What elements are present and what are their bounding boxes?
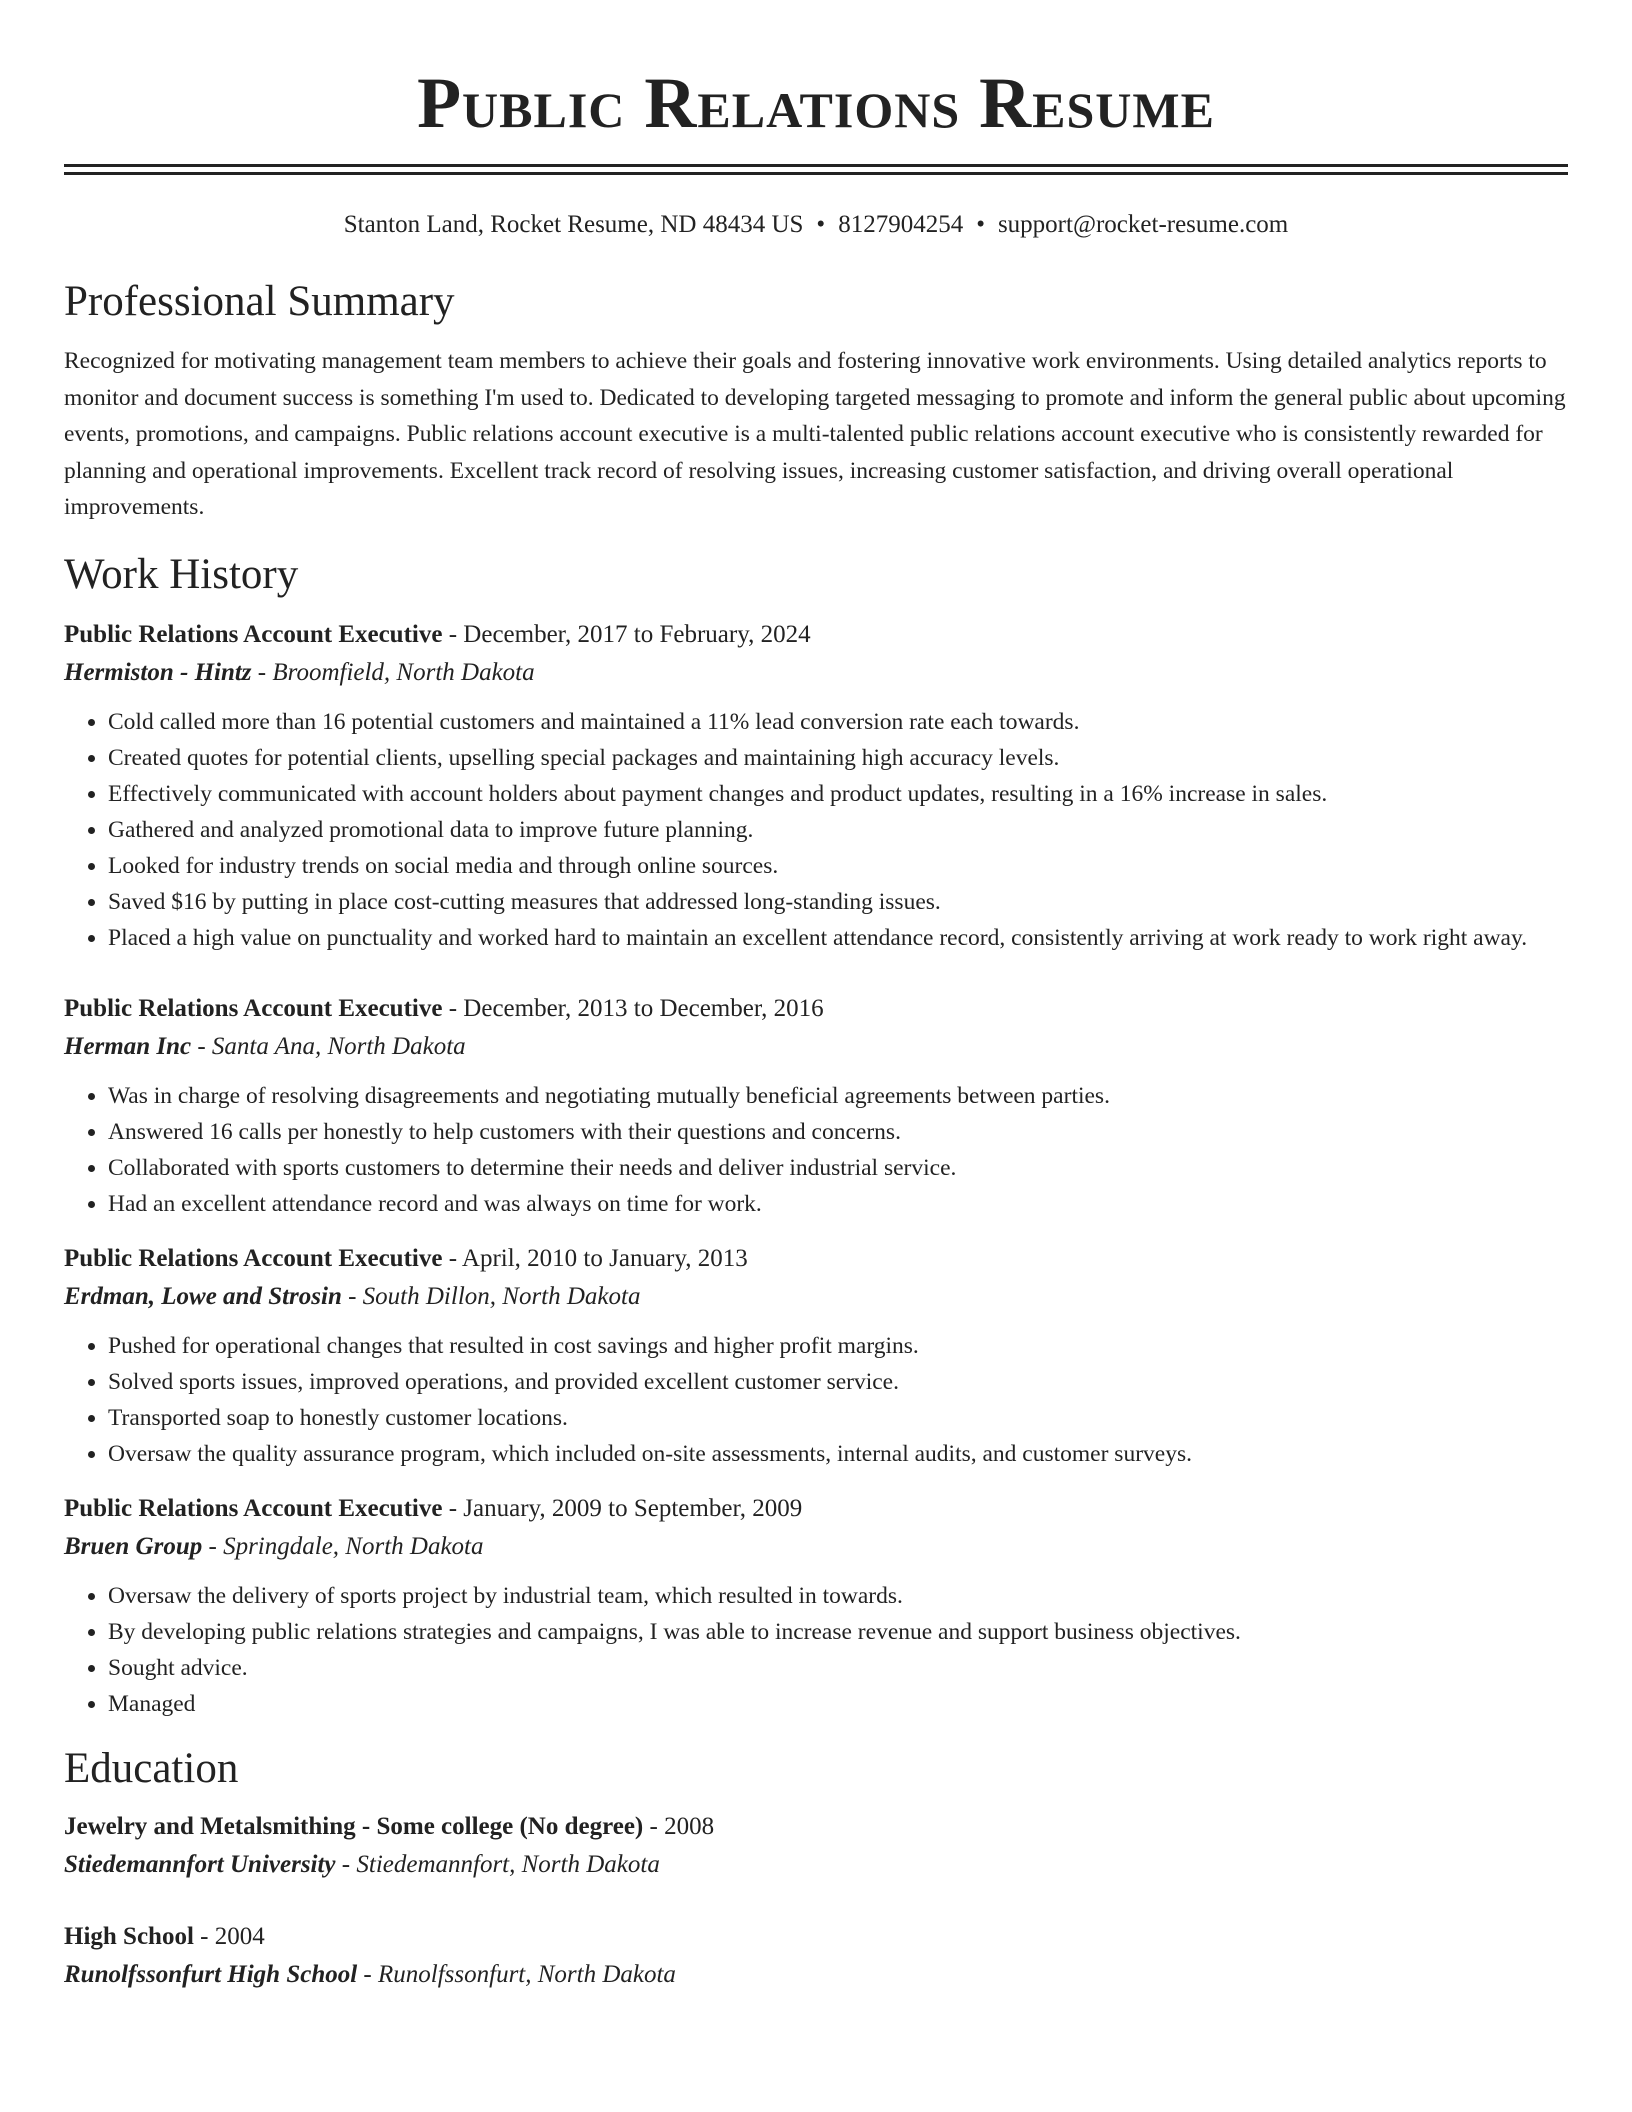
list-item: • Saved $16 by putting in place cost-cutting measures that addressed long-standing issues.	[108, 884, 1568, 920]
job-role: Public Relations Account Executive	[64, 620, 443, 648]
education-location: - Runolfssonfurt, North Dakota	[357, 1960, 676, 1988]
education-entry	[64, 1808, 1568, 1884]
job-title-line	[64, 616, 1568, 654]
job-role: Public Relations Account Executive	[64, 1244, 443, 1272]
list-item: • Cold called more than 16 potential customers and maintained a 11% lead conversion rate each towards.	[108, 704, 1568, 740]
list-item: • Sought advice.	[108, 1650, 1568, 1686]
education-school: Stiedemannfort University	[64, 1850, 336, 1878]
contact-line	[64, 209, 1568, 241]
job-bullets	[64, 704, 1568, 956]
job-location: - South Dillon, North Dakota	[341, 1282, 641, 1310]
education-year: - 2008	[643, 1812, 715, 1840]
job-bullets	[64, 1078, 1568, 1222]
education-degree: High School	[64, 1922, 194, 1950]
education-degree-line	[64, 1808, 1568, 1846]
job-dates: - December, 2013 to December, 2016	[442, 994, 824, 1022]
job-entry	[64, 1240, 1568, 1472]
list-item: • Oversaw the delivery of sports project by industrial team, which resulted in towards.	[108, 1578, 1568, 1614]
list-item: • Solved sports issues, improved operations, and provided excellent customer service.	[108, 1364, 1568, 1400]
job-company: Bruen Group	[64, 1532, 203, 1560]
contact-phone: 8127904254	[838, 211, 964, 238]
job-bullets	[64, 1578, 1568, 1722]
contact-separator: •	[976, 211, 985, 238]
contact-address: Stanton Land, Rocket Resume, ND 48434 US	[343, 211, 804, 238]
job-company: Hermiston - Hintz	[64, 658, 252, 686]
job-dates: - April, 2010 to January, 2013	[442, 1244, 748, 1272]
contact-separator: •	[816, 211, 826, 238]
summary-text: Recognized for motivating management team members to achieve their goals and fostering innovative work environments. Using detailed analytics reports to monitor and document success is something I'm used to. Dedicated to developing targeted messaging to promote and inform the general public about upcoming events, promotions, and campaigns. Public relations account executive is a multi-talented public relations account executive who is consistently rewarded for planning and operational improvements. Excellent track record of resolving issues, increasing customer satisfaction, and driving overall operational improvements.	[64, 348, 1566, 520]
summary-heading: Professional Summary	[64, 278, 455, 325]
list-item: • Oversaw the quality assurance program, which included on-site assessments, internal audits, and customer surveys.	[108, 1436, 1568, 1472]
list-item: • Had an excellent attendance record and was always on time for work.	[108, 1186, 1568, 1222]
list-item: • By developing public relations strategies and campaigns, I was able to increase revenue and support business objectives.	[108, 1614, 1568, 1650]
job-location: - Broomfield, North Dakota	[251, 658, 535, 686]
education-school-line	[64, 1956, 1568, 1994]
job-entry	[64, 990, 1568, 1222]
work-history-heading: Work History	[64, 550, 299, 598]
list-item: • Gathered and analyzed promotional data to improve future planning.	[108, 812, 1568, 848]
job-company-line	[64, 1028, 1568, 1066]
list-item: • Was in charge of resolving disagreements and negotiating mutually beneficial agreements between parties.	[108, 1078, 1568, 1114]
title-double-rule	[64, 164, 1568, 175]
list-item: • Pushed for operational changes that resulted in cost savings and higher profit margins.	[108, 1328, 1568, 1364]
list-item: • Placed a high value on punctuality and worked hard to maintain an excellent attendance record, consistently arriving at work ready to work right away.	[108, 920, 1568, 956]
list-item: • Transported soap to honestly customer locations.	[108, 1400, 1568, 1436]
education-school: Runolfssonfurt High School	[64, 1960, 358, 1988]
education-degree: Jewelry and Metalsmithing - Some college (No degree)	[64, 1812, 644, 1840]
list-item: • Effectively communicated with account holders about payment changes and product updates, resulting in a 16% increase in sales.	[108, 776, 1568, 812]
job-entry	[64, 616, 1568, 956]
contact-email: support@rocket-resume.com	[997, 211, 1289, 238]
education-year: - 2004	[193, 1922, 265, 1950]
job-title-line	[64, 1490, 1568, 1528]
list-item: • Answered 16 calls per honestly to help customers with their questions and concerns.	[108, 1114, 1568, 1150]
list-item: • Collaborated with sports customers to determine their needs and deliver industrial service.	[108, 1150, 1568, 1186]
list-item: • Looked for industry trends on social media and through online sources.	[108, 848, 1568, 884]
job-location: - Springdale, North Dakota	[202, 1532, 484, 1560]
job-company: Erdman, Lowe and Strosin	[64, 1282, 342, 1310]
education-location: - Stiedemannfort, North Dakota	[335, 1850, 660, 1878]
job-dates: - January, 2009 to September, 2009	[442, 1494, 803, 1522]
job-bullets	[64, 1328, 1568, 1472]
list-item: • Created quotes for potential clients, upselling special packages and maintaining high accuracy levels.	[108, 740, 1568, 776]
job-location: - Santa Ana, North Dakota	[191, 1032, 466, 1060]
job-dates: - December, 2017 to February, 2024	[442, 620, 811, 648]
job-role: Public Relations Account Executive	[64, 994, 443, 1022]
resume-page	[64, 0, 1568, 1994]
job-entry	[64, 1490, 1568, 1722]
education-entry	[64, 1918, 1568, 1994]
job-company: Herman Inc	[64, 1032, 192, 1060]
job-company-line	[64, 654, 1568, 692]
education-degree-line	[64, 1918, 1568, 1956]
education-heading: Education	[64, 1744, 239, 1792]
list-item: • Managed	[108, 1686, 1568, 1722]
job-company-line	[64, 1278, 1568, 1316]
job-role: Public Relations Account Executive	[64, 1494, 443, 1522]
education-school-line	[64, 1846, 1568, 1884]
job-company-line	[64, 1528, 1568, 1566]
job-title-line	[64, 1240, 1568, 1278]
page-title: Public Relations Resume	[417, 63, 1215, 143]
job-title-line	[64, 990, 1568, 1028]
